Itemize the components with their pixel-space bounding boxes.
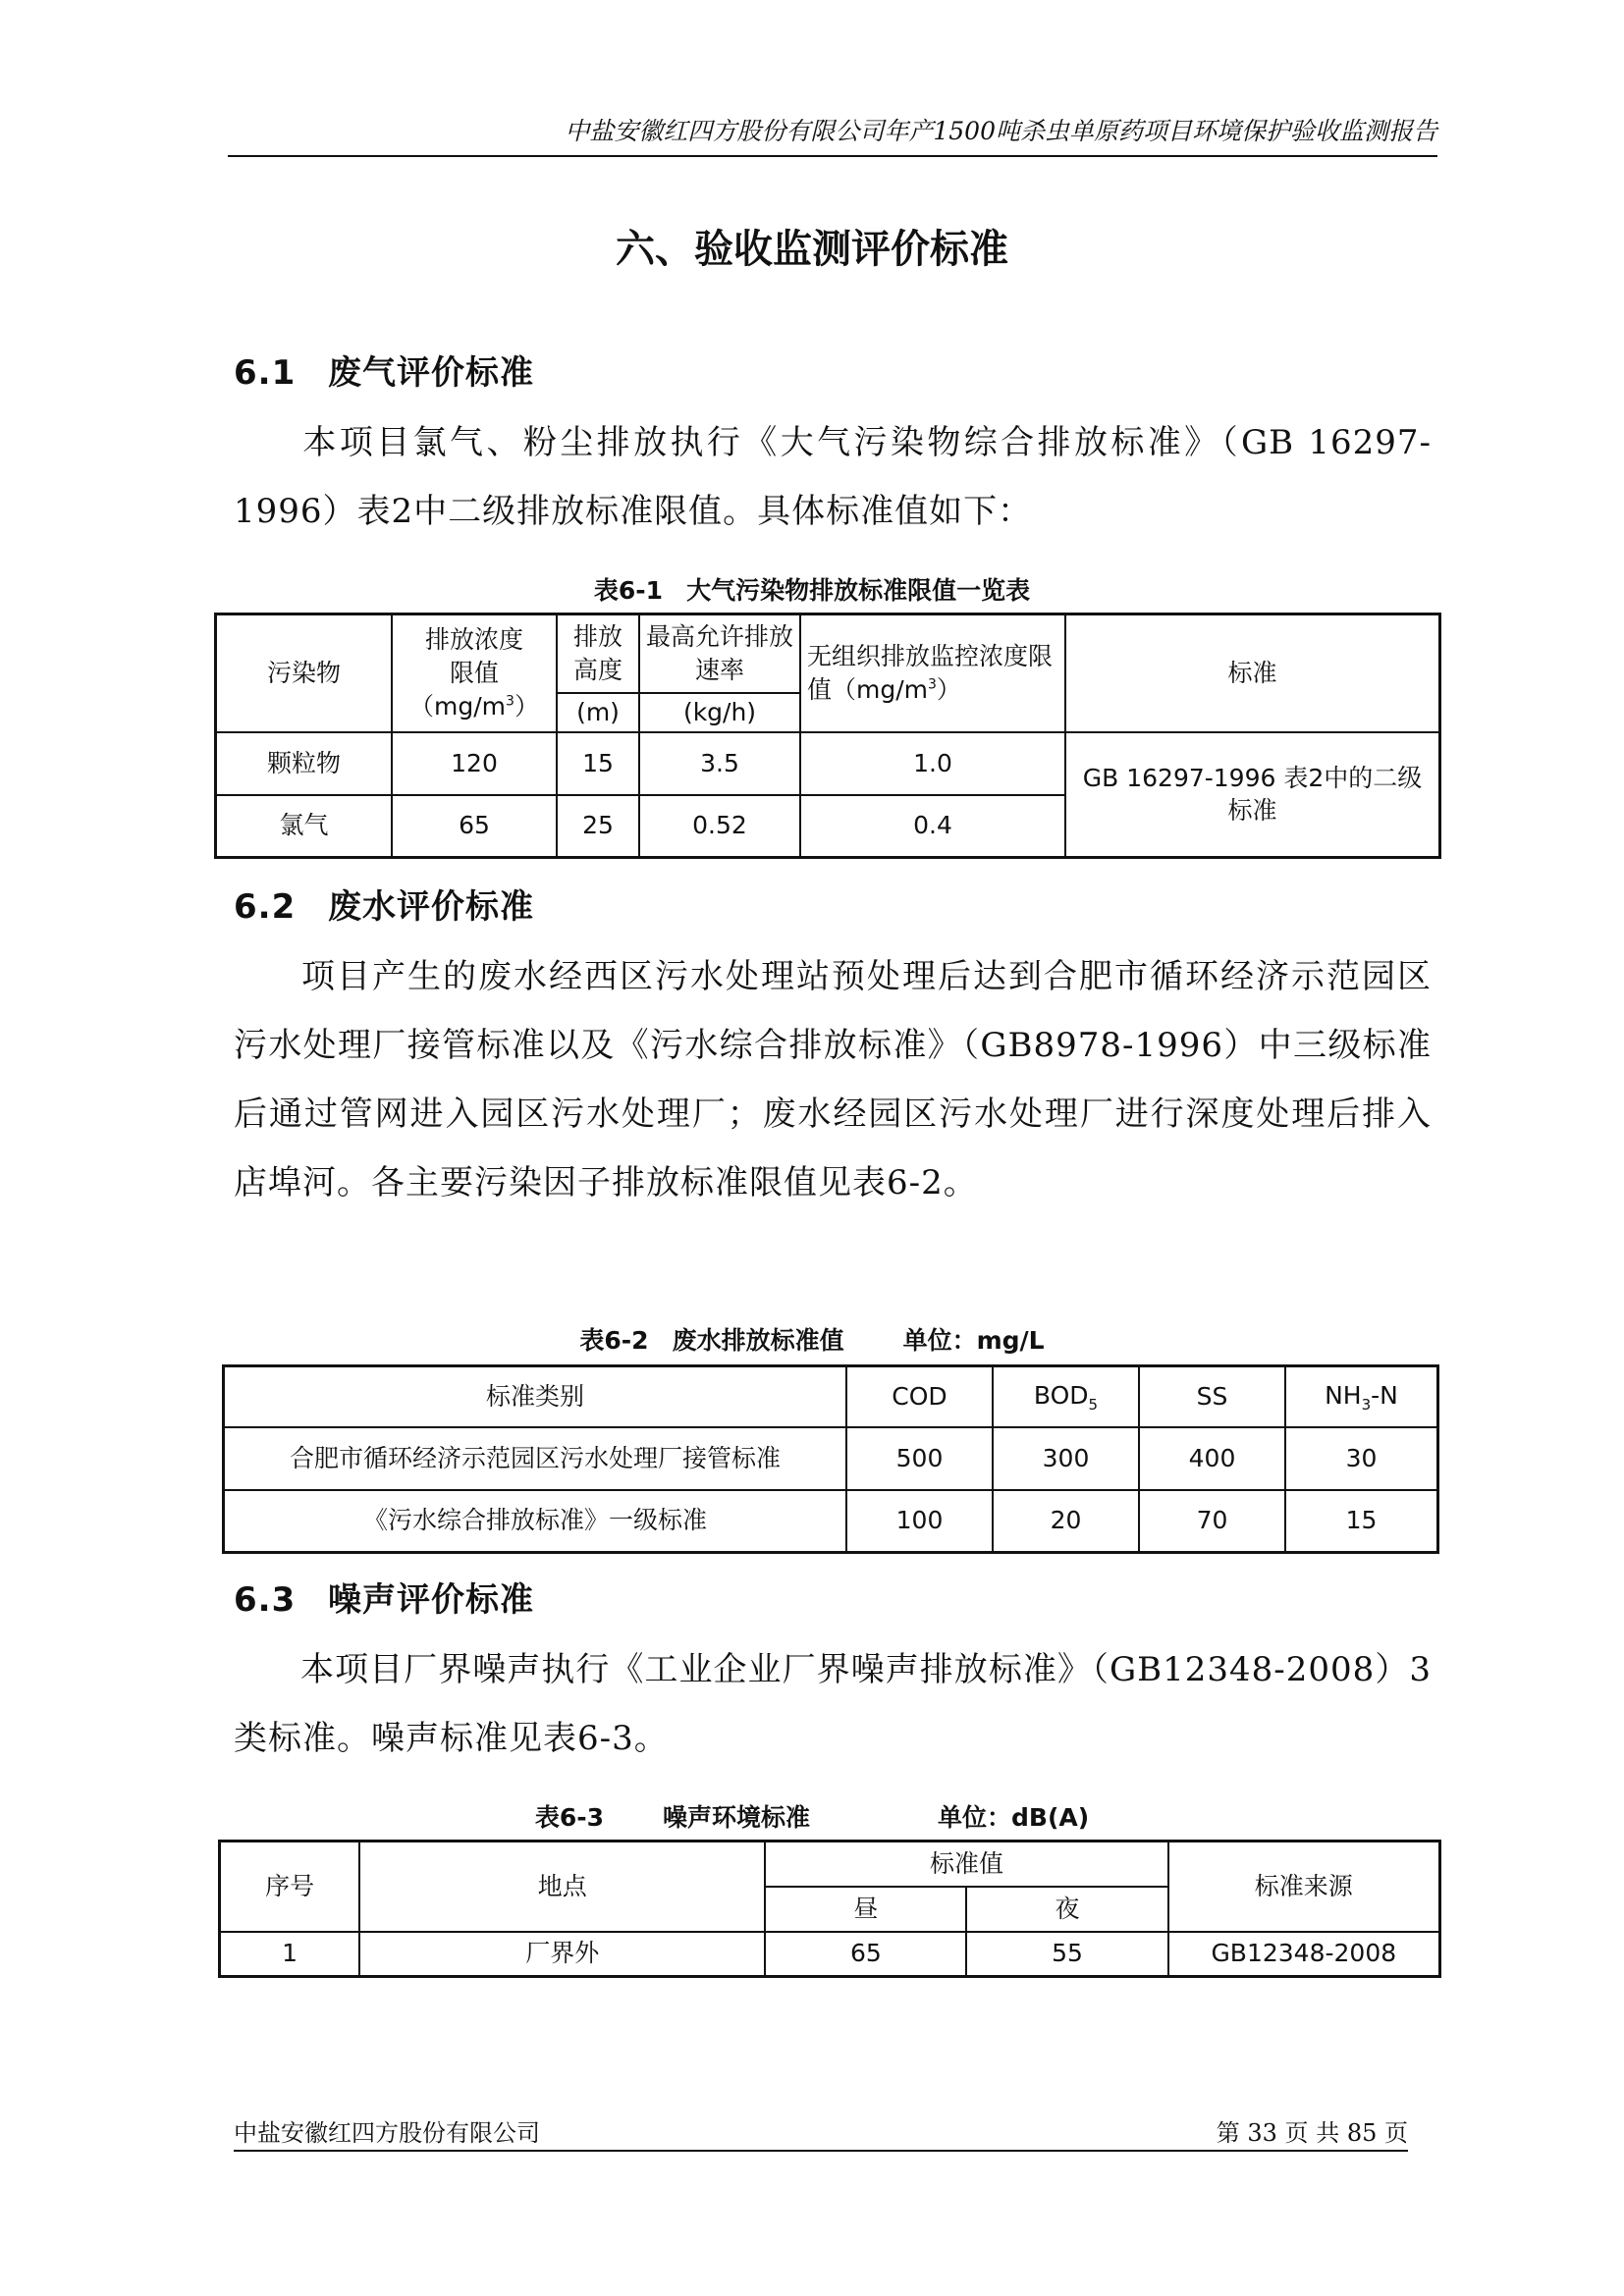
cell-fugitive: 1.0	[800, 732, 1065, 795]
cell-rate: 0.52	[639, 795, 800, 858]
caption-number: 表6-1	[593, 576, 664, 605]
header-height: 排放高度	[557, 614, 639, 693]
header-rate: 最高允许排放速率	[639, 614, 800, 693]
paragraph-text: 本项目氯气、粉尘排放执行《大气污染物综合排放标准》（GB 16297-1996）表2中二级排放标准限值。具体标准值如下：	[234, 423, 1432, 531]
cell-cod: 100	[846, 1490, 993, 1553]
header-fugitive: 无组织排放监控浓度限值$(mg/m^3)$	[800, 614, 1065, 732]
header-conc-line1: 排放浓度	[424, 625, 523, 655]
section-paragraph-6-2	[234, 942, 1432, 1217]
header-source: 标准来源	[1168, 1842, 1440, 1932]
noise-table	[218, 1840, 1441, 1978]
table-row	[220, 1932, 1440, 1977]
section-number: 6.1	[234, 353, 297, 393]
header-bod: $BOD_5$	[993, 1366, 1139, 1427]
cell-nh3n: 30	[1285, 1427, 1438, 1490]
section-title: 废水评价标准	[328, 887, 534, 927]
caption-title: 大气污染物排放标准限值一览表	[686, 576, 1031, 605]
section-heading-6-1	[234, 346, 534, 394]
header-ss: SS	[1139, 1366, 1285, 1427]
cell-category: 《污水综合排放标准》一级标准	[224, 1490, 847, 1553]
cell-conc: 120	[392, 732, 557, 795]
cell-category: 合肥市循环经济示范园区污水处理厂接管标准	[224, 1427, 847, 1490]
header-category: 标准类别	[224, 1366, 847, 1427]
section-heading-6-3	[234, 1573, 534, 1621]
page-title: 六、验收监测评价标准	[616, 227, 1008, 272]
cell-conc: 65	[392, 795, 557, 858]
caption-title: 噪声环境标准	[663, 1803, 811, 1832]
page-footer	[234, 2113, 1408, 2152]
table-caption-6-2	[0, 1321, 1624, 1357]
section-number: 6.2	[234, 887, 297, 927]
caption-number: 表6-2	[579, 1326, 649, 1355]
caption-unit: 单位：dB(A)	[938, 1803, 1090, 1832]
section-title: 废气评价标准	[328, 353, 534, 393]
cell-ss: 400	[1139, 1427, 1285, 1490]
cell-bod: 20	[993, 1490, 1139, 1553]
cell-pollutant: 氯气	[216, 795, 393, 858]
table-row	[224, 1427, 1438, 1490]
header-std-value: 标准值	[765, 1842, 1167, 1887]
header-night: 夜	[966, 1887, 1167, 1932]
table-row	[216, 732, 1440, 795]
caption-number: 表6-3	[534, 1803, 604, 1832]
cell-night: 55	[966, 1932, 1167, 1977]
cell-pollutant: 颗粒物	[216, 732, 393, 795]
section-title: 噪声评价标准	[328, 1580, 534, 1620]
caption-unit: 单位：mg/L	[902, 1326, 1045, 1355]
cell-no: 1	[220, 1932, 360, 1977]
wastewater-table	[222, 1364, 1439, 1554]
cell-source: GB12348-2008	[1168, 1932, 1440, 1977]
table-caption-6-1	[0, 571, 1624, 607]
footer-company: 中盐安徽红四方股份有限公司	[234, 2119, 540, 2147]
cell-bod: 300	[993, 1427, 1139, 1490]
header-cod: COD	[846, 1366, 993, 1427]
cell-location: 厂界外	[359, 1932, 765, 1977]
cell-nh3n: 15	[1285, 1490, 1438, 1553]
header-pollutant: 污染物	[216, 614, 393, 732]
cell-cod: 500	[846, 1427, 993, 1490]
section-paragraph-6-3	[234, 1635, 1432, 1773]
section-number: 6.3	[234, 1580, 297, 1620]
cell-day: 65	[765, 1932, 966, 1977]
section-heading-6-2	[234, 880, 534, 928]
header-day: 昼	[765, 1887, 966, 1932]
table-caption-6-3	[0, 1798, 1624, 1834]
footer-page-number: 第 33 页 共 85 页	[1216, 2119, 1408, 2147]
cell-standard: GB 16297-1996 表2中的二级标准	[1065, 732, 1440, 858]
header-nh3n: $NH_3-N$	[1285, 1366, 1438, 1427]
paragraph-text: 项目产生的废水经西区污水处理站预处理后达到合肥市循环经济示范园区污水处理厂接管标准以及《污水综合排放标准》（GB8978-1996）中三级标准后通过管网进入园区污水处理厂；废水经园区污水处理厂进行深度处理后排入店埠河。各主要污染因子排放标准限值见表6-2。	[234, 957, 1432, 1202]
table-row	[224, 1490, 1438, 1553]
section-paragraph-6-1	[234, 408, 1432, 546]
cell-height: 25	[557, 795, 639, 858]
cell-rate: 3.5	[639, 732, 800, 795]
cell-ss: 70	[1139, 1490, 1285, 1553]
header-standard: 标准	[1065, 614, 1440, 732]
paragraph-text: 本项目厂界噪声执行《工业企业厂界噪声排放标准》（GB12348-2008）3类标准。噪声标准见表6-3。	[234, 1650, 1432, 1758]
running-header: 中盐安徽红四方股份有限公司年产1500吨杀虫单原药项目环境保护验收监测报告	[228, 112, 1437, 157]
header-height-unit: (m)	[557, 693, 639, 732]
header-concentration	[392, 614, 557, 732]
caption-title: 废水排放标准值	[672, 1326, 844, 1355]
header-conc-unit: $(mg/m^3)$	[409, 691, 539, 721]
cell-fugitive: 0.4	[800, 795, 1065, 858]
air-emission-table	[214, 613, 1441, 859]
header-no: 序号	[220, 1842, 360, 1932]
header-conc-line2: 限值	[449, 658, 499, 687]
header-location: 地点	[359, 1842, 765, 1932]
header-rate-unit: (kg/h)	[639, 693, 800, 732]
cell-height: 15	[557, 732, 639, 795]
